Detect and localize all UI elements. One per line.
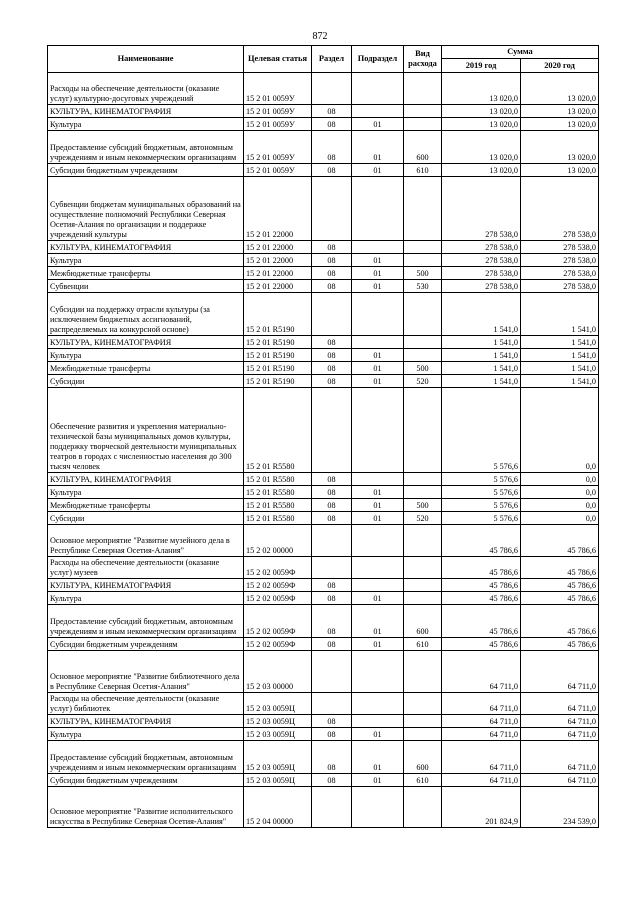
row-target-code: 15 2 02 0059Ф	[244, 579, 312, 592]
table-row	[48, 512, 599, 525]
row-value-2020: 64 711,0	[521, 728, 599, 741]
row-expense-type	[404, 651, 442, 693]
row-target-code: 15 2 01 R5190	[244, 375, 312, 388]
row-value-2019: 1 541,0	[442, 336, 521, 349]
row-subsection: 01	[352, 592, 404, 605]
table-row	[48, 349, 599, 362]
row-value-2019: 64 711,0	[442, 728, 521, 741]
table-row	[48, 473, 599, 486]
row-name: Субсидии	[48, 512, 244, 525]
header-expense-type: Вид расхода	[404, 46, 442, 73]
row-value-2020: 13 020,0	[521, 164, 599, 177]
row-target-code: 15 2 03 0059Ц	[244, 774, 312, 787]
row-value-2020: 13 020,0	[521, 131, 599, 164]
table-row	[48, 728, 599, 741]
row-expense-type	[404, 336, 442, 349]
row-target-code: 15 2 01 22000	[244, 241, 312, 254]
row-name: Расходы на обеспечение деятельности (оказание услуг) культурно-досуговых учреждений	[48, 73, 244, 105]
row-expense-type	[404, 557, 442, 579]
table-row	[48, 388, 599, 473]
row-value-2020: 1 541,0	[521, 336, 599, 349]
row-subsection: 01	[352, 267, 404, 280]
row-value-2020: 64 711,0	[521, 774, 599, 787]
row-name: КУЛЬТУРА, КИНЕМАТОГРАФИЯ	[48, 715, 244, 728]
row-target-code: 15 2 03 0059Ц	[244, 715, 312, 728]
row-section: 08	[312, 728, 352, 741]
row-value-2019: 5 576,6	[442, 512, 521, 525]
row-subsection: 01	[352, 362, 404, 375]
row-value-2020: 278 538,0	[521, 254, 599, 267]
row-target-code: 15 2 02 0059Ф	[244, 592, 312, 605]
row-value-2019: 278 538,0	[442, 280, 521, 293]
row-value-2019: 64 711,0	[442, 774, 521, 787]
table-row	[48, 254, 599, 267]
table-row	[48, 131, 599, 164]
table-row	[48, 118, 599, 131]
row-expense-type	[404, 73, 442, 105]
row-value-2020: 45 786,6	[521, 557, 599, 579]
row-name: Основное мероприятие "Развитие исполнительского искусства в Республике Северная Осетия-Алания"	[48, 787, 244, 828]
row-target-code: 15 2 02 0059Ф	[244, 638, 312, 651]
row-value-2020: 45 786,6	[521, 605, 599, 638]
row-value-2020: 1 541,0	[521, 362, 599, 375]
row-value-2019: 5 576,6	[442, 499, 521, 512]
row-target-code: 15 2 02 0059Ф	[244, 605, 312, 638]
table-row	[48, 592, 599, 605]
row-value-2019: 13 020,0	[442, 164, 521, 177]
row-subsection: 01	[352, 349, 404, 362]
row-value-2020: 278 538,0	[521, 241, 599, 254]
row-target-code: 15 2 01 22000	[244, 254, 312, 267]
row-value-2020: 0,0	[521, 512, 599, 525]
row-expense-type	[404, 693, 442, 715]
row-expense-type	[404, 293, 442, 336]
row-expense-type	[404, 254, 442, 267]
row-target-code: 15 2 04 00000	[244, 787, 312, 828]
row-name: Культура	[48, 728, 244, 741]
row-subsection: 01	[352, 605, 404, 638]
row-target-code: 15 2 01 22000	[244, 177, 312, 241]
row-name: Межбюджетные трансферты	[48, 267, 244, 280]
row-expense-type: 520	[404, 512, 442, 525]
row-name: Культура	[48, 592, 244, 605]
row-value-2019: 5 576,6	[442, 473, 521, 486]
table-row	[48, 73, 599, 105]
row-value-2019: 13 020,0	[442, 131, 521, 164]
row-expense-type	[404, 349, 442, 362]
row-target-code: 15 2 03 0059Ц	[244, 728, 312, 741]
row-subsection: 01	[352, 638, 404, 651]
row-section: 08	[312, 486, 352, 499]
row-value-2020: 13 020,0	[521, 73, 599, 105]
table-row	[48, 715, 599, 728]
row-value-2019: 278 538,0	[442, 241, 521, 254]
row-name: Межбюджетные трансферты	[48, 499, 244, 512]
row-value-2019: 45 786,6	[442, 605, 521, 638]
row-subsection	[352, 715, 404, 728]
row-value-2020: 0,0	[521, 499, 599, 512]
row-section: 08	[312, 638, 352, 651]
row-target-code: 15 2 03 0059Ц	[244, 693, 312, 715]
row-value-2019: 1 541,0	[442, 349, 521, 362]
row-section	[312, 693, 352, 715]
row-subsection	[352, 651, 404, 693]
row-section	[312, 293, 352, 336]
row-target-code: 15 2 01 0059У	[244, 118, 312, 131]
table-row	[48, 105, 599, 118]
row-value-2020: 45 786,6	[521, 579, 599, 592]
row-target-code: 15 2 01 R5580	[244, 499, 312, 512]
row-value-2019: 5 576,6	[442, 486, 521, 499]
row-value-2020: 1 541,0	[521, 293, 599, 336]
row-name: КУЛЬТУРА, КИНЕМАТОГРАФИЯ	[48, 105, 244, 118]
table-row	[48, 177, 599, 241]
row-expense-type: 500	[404, 362, 442, 375]
row-section: 08	[312, 118, 352, 131]
row-value-2019: 64 711,0	[442, 693, 521, 715]
row-subsection	[352, 473, 404, 486]
table-row	[48, 605, 599, 638]
row-section: 08	[312, 605, 352, 638]
row-value-2019: 1 541,0	[442, 375, 521, 388]
header-name: Наименование	[48, 46, 244, 73]
row-subsection: 01	[352, 728, 404, 741]
row-subsection	[352, 73, 404, 105]
row-target-code: 15 2 03 0059Ц	[244, 741, 312, 774]
row-subsection	[352, 241, 404, 254]
row-target-code: 15 2 02 0059Ф	[244, 557, 312, 579]
row-name: Субвенции	[48, 280, 244, 293]
row-subsection: 01	[352, 254, 404, 267]
row-subsection: 01	[352, 280, 404, 293]
row-subsection	[352, 105, 404, 118]
row-expense-type	[404, 118, 442, 131]
row-name: Расходы на обеспечение деятельности (оказание услуг) музеев	[48, 557, 244, 579]
header-2020: 2020 год	[521, 59, 599, 73]
row-target-code: 15 2 01 0059У	[244, 105, 312, 118]
row-expense-type	[404, 715, 442, 728]
row-name: Культура	[48, 254, 244, 267]
row-name: КУЛЬТУРА, КИНЕМАТОГРАФИЯ	[48, 579, 244, 592]
row-subsection	[352, 388, 404, 473]
row-value-2020: 64 711,0	[521, 651, 599, 693]
row-section: 08	[312, 349, 352, 362]
row-target-code: 15 2 01 R5190	[244, 362, 312, 375]
table-row	[48, 579, 599, 592]
row-expense-type: 610	[404, 638, 442, 651]
row-section: 08	[312, 105, 352, 118]
row-expense-type: 500	[404, 499, 442, 512]
row-expense-type	[404, 105, 442, 118]
row-section	[312, 651, 352, 693]
row-expense-type	[404, 177, 442, 241]
row-subsection	[352, 579, 404, 592]
header-subsection: Подраздел	[352, 46, 404, 73]
row-name: Предоставление субсидий бюджетным, автономным учреждениям и иным некоммерческим организациям	[48, 131, 244, 164]
row-target-code: 15 2 03 00000	[244, 651, 312, 693]
row-section: 08	[312, 362, 352, 375]
row-section: 08	[312, 267, 352, 280]
row-value-2020: 278 538,0	[521, 177, 599, 241]
row-name: Обеспечение развития и укрепления материально-технической базы муниципальных домов культуры, поддержку творческой деятельности муниципальных театров в городах с численностью населения до 300 тысяч человек	[48, 388, 244, 473]
table-row	[48, 499, 599, 512]
row-value-2019: 45 786,6	[442, 525, 521, 557]
row-value-2020: 0,0	[521, 486, 599, 499]
row-name: Основное мероприятие "Развитие библиотечного дела в Республике Северная Осетия-Алания"	[48, 651, 244, 693]
row-name: Предоставление субсидий бюджетным, автономным учреждениям и иным некоммерческим организациям	[48, 605, 244, 638]
row-value-2019: 64 711,0	[442, 715, 521, 728]
row-value-2020: 278 538,0	[521, 280, 599, 293]
table-row	[48, 293, 599, 336]
row-name: Предоставление субсидий бюджетным, автономным учреждениям и иным некоммерческим организациям	[48, 741, 244, 774]
row-value-2019: 13 020,0	[442, 73, 521, 105]
row-value-2019: 45 786,6	[442, 592, 521, 605]
row-target-code: 15 2 01 0059У	[244, 73, 312, 105]
row-section	[312, 557, 352, 579]
row-value-2020: 64 711,0	[521, 715, 599, 728]
row-section: 08	[312, 280, 352, 293]
row-name: Субсидии бюджетным учреждениям	[48, 638, 244, 651]
header-target: Целевая статья	[244, 46, 312, 73]
table-row	[48, 267, 599, 280]
table-row	[48, 164, 599, 177]
header-2019: 2019 год	[442, 59, 521, 73]
table-row	[48, 486, 599, 499]
row-section	[312, 388, 352, 473]
row-target-code: 15 2 01 R5580	[244, 473, 312, 486]
row-value-2020: 64 711,0	[521, 741, 599, 774]
row-subsection: 01	[352, 375, 404, 388]
table-row	[48, 741, 599, 774]
row-name: Культура	[48, 349, 244, 362]
row-name: Межбюджетные трансферты	[48, 362, 244, 375]
row-target-code: 15 2 01 R5580	[244, 388, 312, 473]
row-expense-type: 500	[404, 267, 442, 280]
row-expense-type	[404, 525, 442, 557]
row-value-2019: 278 538,0	[442, 267, 521, 280]
row-subsection: 01	[352, 118, 404, 131]
row-target-code: 15 2 01 R5190	[244, 336, 312, 349]
row-name: КУЛЬТУРА, КИНЕМАТОГРАФИЯ	[48, 336, 244, 349]
table-row	[48, 638, 599, 651]
row-expense-type	[404, 473, 442, 486]
row-name: Культура	[48, 486, 244, 499]
row-name: Культура	[48, 118, 244, 131]
row-expense-type: 600	[404, 605, 442, 638]
row-expense-type: 520	[404, 375, 442, 388]
row-subsection: 01	[352, 486, 404, 499]
row-value-2019: 64 711,0	[442, 651, 521, 693]
row-value-2020: 1 541,0	[521, 375, 599, 388]
row-subsection	[352, 336, 404, 349]
row-value-2020: 45 786,6	[521, 592, 599, 605]
row-section: 08	[312, 241, 352, 254]
row-value-2020: 234 539,0	[521, 787, 599, 828]
row-expense-type	[404, 388, 442, 473]
row-value-2020: 0,0	[521, 388, 599, 473]
row-subsection: 01	[352, 164, 404, 177]
row-section: 08	[312, 499, 352, 512]
row-section: 08	[312, 336, 352, 349]
row-section	[312, 525, 352, 557]
row-subsection	[352, 557, 404, 579]
row-section: 08	[312, 375, 352, 388]
table-row	[48, 525, 599, 557]
row-value-2019: 1 541,0	[442, 293, 521, 336]
table-header	[48, 46, 599, 73]
table-row	[48, 336, 599, 349]
row-target-code: 15 2 02 00000	[244, 525, 312, 557]
row-section: 08	[312, 579, 352, 592]
row-target-code: 15 2 01 0059У	[244, 131, 312, 164]
table-row	[48, 280, 599, 293]
row-expense-type	[404, 579, 442, 592]
row-name: Субсидии	[48, 375, 244, 388]
row-section: 08	[312, 592, 352, 605]
table-row	[48, 693, 599, 715]
row-subsection: 01	[352, 512, 404, 525]
row-section: 08	[312, 774, 352, 787]
table-row	[48, 787, 599, 828]
row-name: Основное мероприятие "Развитие музейного дела в Республике Северная Осетия-Алания"	[48, 525, 244, 557]
row-section: 08	[312, 741, 352, 774]
row-name: Расходы на обеспечение деятельности (оказание услуг) библиотек	[48, 693, 244, 715]
row-value-2019: 45 786,6	[442, 579, 521, 592]
row-value-2019: 13 020,0	[442, 105, 521, 118]
row-name: Субвенции бюджетам муниципальных образований на осуществление полномочий Республики Северная Осетия-Алания по организации и поддержке учреждений культуры	[48, 177, 244, 241]
row-value-2019: 278 538,0	[442, 254, 521, 267]
row-value-2020: 45 786,6	[521, 525, 599, 557]
row-target-code: 15 2 01 22000	[244, 280, 312, 293]
header-section: Раздел	[312, 46, 352, 73]
row-value-2020: 13 020,0	[521, 118, 599, 131]
row-value-2019: 201 824,9	[442, 787, 521, 828]
row-value-2019: 1 541,0	[442, 362, 521, 375]
table-row	[48, 241, 599, 254]
row-expense-type	[404, 592, 442, 605]
row-subsection	[352, 525, 404, 557]
row-section: 08	[312, 164, 352, 177]
row-value-2020: 45 786,6	[521, 638, 599, 651]
page-number: 872	[312, 31, 328, 42]
row-expense-type	[404, 787, 442, 828]
row-section	[312, 787, 352, 828]
header-sum: Сумма	[442, 46, 599, 59]
row-subsection	[352, 787, 404, 828]
table-row	[48, 375, 599, 388]
table-body	[48, 73, 599, 828]
row-expense-type	[404, 486, 442, 499]
row-subsection: 01	[352, 131, 404, 164]
row-section: 08	[312, 512, 352, 525]
row-target-code: 15 2 01 R5580	[244, 512, 312, 525]
row-expense-type: 610	[404, 164, 442, 177]
row-subsection: 01	[352, 499, 404, 512]
row-section: 08	[312, 254, 352, 267]
row-subsection	[352, 693, 404, 715]
row-section: 08	[312, 715, 352, 728]
row-expense-type: 600	[404, 741, 442, 774]
row-value-2020: 278 538,0	[521, 267, 599, 280]
table-row	[48, 557, 599, 579]
row-name: КУЛЬТУРА, КИНЕМАТОГРАФИЯ	[48, 241, 244, 254]
row-value-2019: 13 020,0	[442, 118, 521, 131]
row-value-2019: 278 538,0	[442, 177, 521, 241]
row-target-code: 15 2 01 R5580	[244, 486, 312, 499]
row-name: КУЛЬТУРА, КИНЕМАТОГРАФИЯ	[48, 473, 244, 486]
row-name: Субсидии бюджетным учреждениям	[48, 164, 244, 177]
row-subsection: 01	[352, 774, 404, 787]
row-section: 08	[312, 131, 352, 164]
row-expense-type: 600	[404, 131, 442, 164]
row-expense-type: 530	[404, 280, 442, 293]
row-expense-type	[404, 728, 442, 741]
row-value-2020: 0,0	[521, 473, 599, 486]
table-row	[48, 651, 599, 693]
row-target-code: 15 2 01 R5190	[244, 293, 312, 336]
row-value-2019: 5 576,6	[442, 388, 521, 473]
row-name: Субсидии на поддержку отрасли культуры (за исключением бюджетных ассигнований, распределяемых на конкурсной основе)	[48, 293, 244, 336]
row-section: 08	[312, 473, 352, 486]
row-value-2020: 1 541,0	[521, 349, 599, 362]
budget-table	[47, 45, 599, 828]
row-subsection	[352, 293, 404, 336]
row-value-2019: 45 786,6	[442, 557, 521, 579]
row-section	[312, 177, 352, 241]
row-target-code: 15 2 01 R5190	[244, 349, 312, 362]
row-expense-type: 610	[404, 774, 442, 787]
table-row	[48, 774, 599, 787]
row-value-2019: 64 711,0	[442, 741, 521, 774]
row-target-code: 15 2 01 22000	[244, 267, 312, 280]
row-subsection	[352, 177, 404, 241]
row-target-code: 15 2 01 0059У	[244, 164, 312, 177]
row-value-2020: 64 711,0	[521, 693, 599, 715]
row-subsection: 01	[352, 741, 404, 774]
row-section	[312, 73, 352, 105]
table-row	[48, 362, 599, 375]
row-expense-type	[404, 241, 442, 254]
row-value-2020: 13 020,0	[521, 105, 599, 118]
row-name: Субсидии бюджетным учреждениям	[48, 774, 244, 787]
row-value-2019: 45 786,6	[442, 638, 521, 651]
